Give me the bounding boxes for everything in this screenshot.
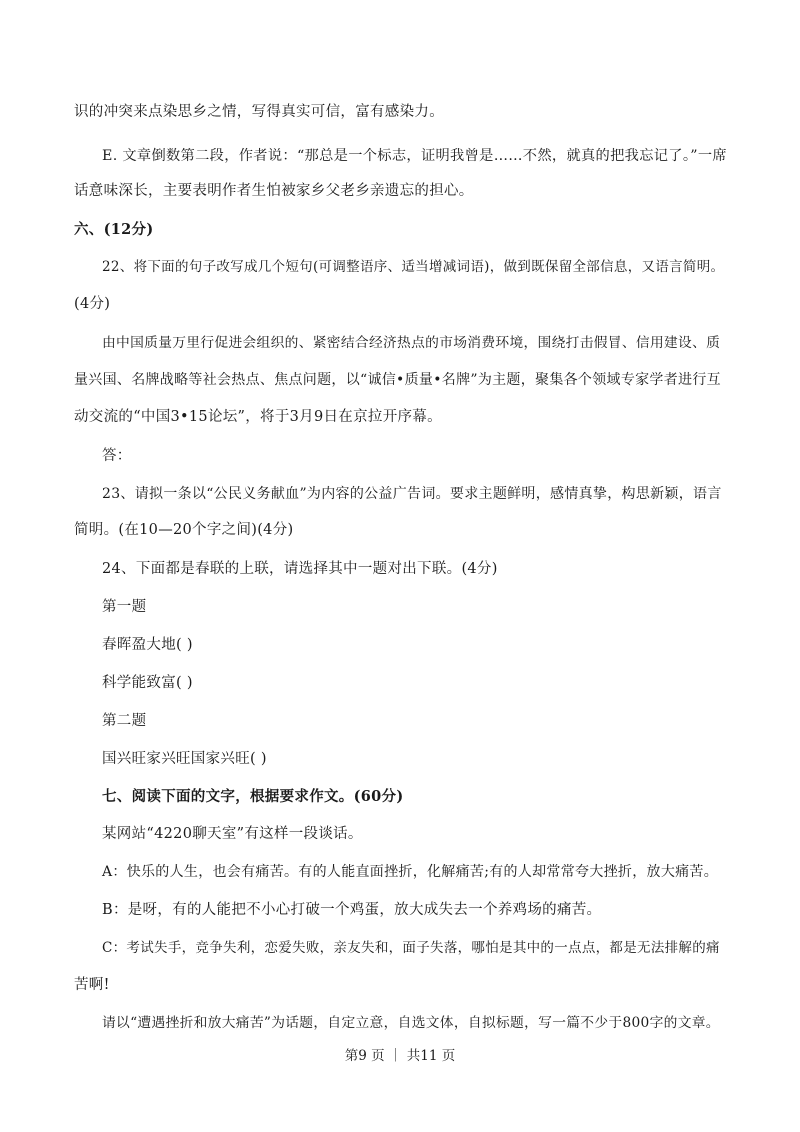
text-line: 简明。(在10—20个字之间)(4分)	[74, 522, 294, 538]
text-line: 科学能致富( )	[102, 675, 193, 691]
question-24: 24、下面都是春联的上联，请选择其中一题对出下联。(4分)	[102, 561, 498, 577]
answer-label: 答：	[102, 448, 132, 464]
text-line: 话意味深长，主要表明作者生怕被家乡父老乡亲遗忘的担心。	[74, 183, 474, 199]
page-footer: 第9 页 ｜ 共11 页	[344, 1048, 456, 1064]
text-line: E. 文章倒数第二段，作者说：“那总是一个标志，证明我曾是……不然，就真的把我忘记了。”一席	[102, 148, 727, 164]
text-line: 动交流的“中国3•15论坛”，将于3月9日在京拉开序幕。	[74, 409, 442, 425]
section-heading: 七、阅读下面的文字，根据要求作文。(60分)	[102, 788, 404, 805]
text-line: 春晖盈大地( )	[102, 637, 193, 653]
text-line: 第一题	[102, 599, 147, 615]
text-line: B：是呀，有的人能把不小心打破一个鸡蛋，放大成失去一个养鸡场的痛苦。	[102, 902, 602, 918]
text-line: 苦啊!	[74, 977, 110, 993]
question-22: 22、将下面的句子改写成几个短句(可调整语序、适当增减词语)，做到既保留全部信息，又语言简明。	[102, 259, 725, 275]
text-line: 某网站“4220聊天室”有这样一段谈话。	[102, 826, 363, 842]
text-line: 识的冲突来点染思乡之情，写得真实可信，富有感染力。	[74, 104, 444, 120]
text-line: 国兴旺家兴旺国家兴旺( )	[102, 751, 267, 767]
text-line: C：考试失手，竞争失利，恋爱失败，亲友失和，面子失落，哪怕是其中的一点点，都是无法排解的痛	[102, 940, 720, 956]
text-line: A：快乐的人生，也会有痛苦。有的人能直面挫折，化解痛苦;有的人却常常夸大挫折，放大痛苦。	[102, 864, 719, 880]
text-line: 第二题	[102, 713, 147, 729]
text-line: 请以“遭遇挫折和放大痛苦”为话题，自定立意，自选文体，自拟标题，写一篇不少于800字的文章。	[102, 1015, 720, 1031]
text-line: 由中国质量万里行促进会组织的、紧密结合经济热点的市场消费环境，围绕打击假冒、信用建设、质	[102, 335, 721, 351]
question-23: 23、请拟一条以“公民义务献血”为内容的公益广告词。要求主题鲜明，感情真挚，构思新颖，语言	[102, 486, 722, 502]
section-heading: 六、(12分)	[74, 221, 154, 238]
text-line: 量兴国、名牌战略等社会热点、焦点问题，以“诚信•质量•名牌”为主题，聚集各个领域专家学者进行互	[74, 372, 721, 388]
text-line: (4分)	[74, 296, 111, 312]
